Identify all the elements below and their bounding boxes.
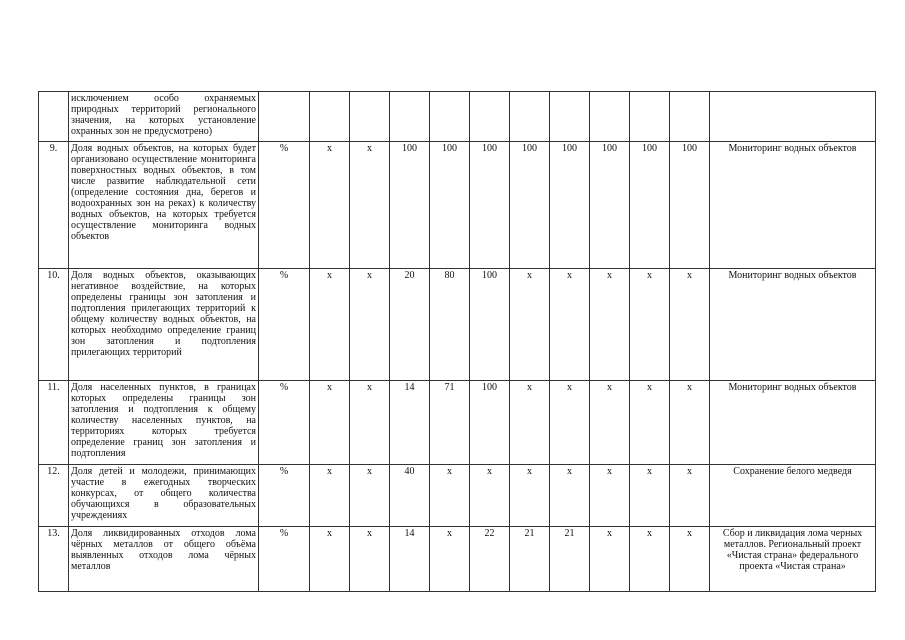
program-cell [710, 92, 876, 142]
value-cell [550, 92, 590, 142]
program-cell: Сохранение белого медведя [710, 465, 876, 527]
indicator-name-cell: Доля водных объектов, на которых будет организовано осуществление мониторинга поверхностных водных объектов, в том числе развитие наблюдательной сети (определение состояния дна, берегов и водоохранных зон на реках) к количеству водных объектов, на которых требуется осуществление мониторинга водных объектов [69, 142, 259, 269]
program-cell: Мониторинг водных объектов [710, 381, 876, 465]
value-cell: х [590, 465, 630, 527]
value-cell: 14 [390, 381, 430, 465]
value-cell: х [350, 381, 390, 465]
unit-cell: % [259, 142, 310, 269]
value-cell [510, 92, 550, 142]
value-cell: х [350, 269, 390, 381]
value-cell: х [430, 527, 470, 592]
value-cell: 21 [550, 527, 590, 592]
row-number-cell: 9. [39, 142, 69, 269]
table-row [39, 527, 876, 592]
row-number-cell: 13. [39, 527, 69, 592]
unit-cell: % [259, 269, 310, 381]
value-cell: х [630, 465, 670, 527]
value-cell: 100 [390, 142, 430, 269]
value-cell: х [310, 381, 350, 465]
value-cell: х [510, 381, 550, 465]
value-cell: х [670, 527, 710, 592]
value-cell: х [350, 465, 390, 527]
value-cell: х [350, 142, 390, 269]
value-cell [430, 92, 470, 142]
row-number-cell: 10. [39, 269, 69, 381]
value-cell: х [310, 527, 350, 592]
value-cell: х [430, 465, 470, 527]
value-cell: х [670, 465, 710, 527]
table-row [39, 269, 876, 381]
value-cell [590, 92, 630, 142]
value-cell: 80 [430, 269, 470, 381]
value-cell [470, 92, 510, 142]
value-cell: 100 [550, 142, 590, 269]
value-cell: 20 [390, 269, 430, 381]
value-cell: 71 [430, 381, 470, 465]
program-cell: Мониторинг водных объектов [710, 142, 876, 269]
table-body [39, 92, 876, 592]
value-cell: 100 [470, 142, 510, 269]
program-cell: Сбор и ликвидация лома черных металлов. Региональный проект «Чистая страна» федерального проекта «Чистая страна» [710, 527, 876, 592]
value-cell: х [670, 269, 710, 381]
unit-cell: % [259, 381, 310, 465]
value-cell: х [310, 465, 350, 527]
table-row [39, 381, 876, 465]
row-number-cell: 11. [39, 381, 69, 465]
value-cell: х [630, 381, 670, 465]
value-cell [350, 92, 390, 142]
value-cell: х [510, 465, 550, 527]
value-cell: 100 [590, 142, 630, 269]
table-row [39, 142, 876, 269]
indicator-name-cell: Доля водных объектов, оказывающих негативное воздействие, на которых определены границы зон затопления и подтопления прилегающих территорий к общему количеству водных объектов, на которых необходимо определение границ зон затопления и подтопления прилегающих территорий [69, 269, 259, 381]
value-cell: х [350, 527, 390, 592]
value-cell: 21 [510, 527, 550, 592]
program-cell: Мониторинг водных объектов [710, 269, 876, 381]
value-cell: х [590, 269, 630, 381]
unit-cell [259, 92, 310, 142]
value-cell [310, 92, 350, 142]
value-cell: х [510, 269, 550, 381]
value-cell: х [590, 527, 630, 592]
value-cell: 40 [390, 465, 430, 527]
value-cell: 14 [390, 527, 430, 592]
table-row [39, 465, 876, 527]
value-cell: х [550, 465, 590, 527]
value-cell: 100 [670, 142, 710, 269]
indicator-name-cell: исключением особо охраняемых природных территорий регионального значения, на которых установление охранных зон не предусмотрено) [69, 92, 259, 142]
value-cell: х [630, 527, 670, 592]
value-cell: х [310, 142, 350, 269]
value-cell: х [590, 381, 630, 465]
value-cell [670, 92, 710, 142]
value-cell [630, 92, 670, 142]
value-cell: х [670, 381, 710, 465]
value-cell: х [550, 269, 590, 381]
row-number-cell [39, 92, 69, 142]
indicator-name-cell: Доля детей и молодежи, принимающих участие в ежегодных творческих конкурсах, от общего количества обучающихся в образовательных учреждениях [69, 465, 259, 527]
value-cell: 100 [430, 142, 470, 269]
indicators-table [38, 91, 876, 592]
value-cell [390, 92, 430, 142]
indicator-name-cell: Доля ликвидированных отходов лома чёрных металлов от общего объёма выявленных отходов лома чёрных металлов [69, 527, 259, 592]
value-cell: х [550, 381, 590, 465]
value-cell: х [630, 269, 670, 381]
value-cell: 100 [470, 381, 510, 465]
value-cell: 100 [630, 142, 670, 269]
value-cell: 22 [470, 527, 510, 592]
unit-cell: % [259, 465, 310, 527]
unit-cell: % [259, 527, 310, 592]
value-cell: 100 [470, 269, 510, 381]
value-cell: х [470, 465, 510, 527]
table-row [39, 92, 876, 142]
value-cell: 100 [510, 142, 550, 269]
value-cell: х [310, 269, 350, 381]
indicator-name-cell: Доля населенных пунктов, в границах которых определены границы зон затопления и подтопления к общему количеству населенных пунктов, на территориях которых требуется определение границ зон затопления и подтопления [69, 381, 259, 465]
row-number-cell: 12. [39, 465, 69, 527]
